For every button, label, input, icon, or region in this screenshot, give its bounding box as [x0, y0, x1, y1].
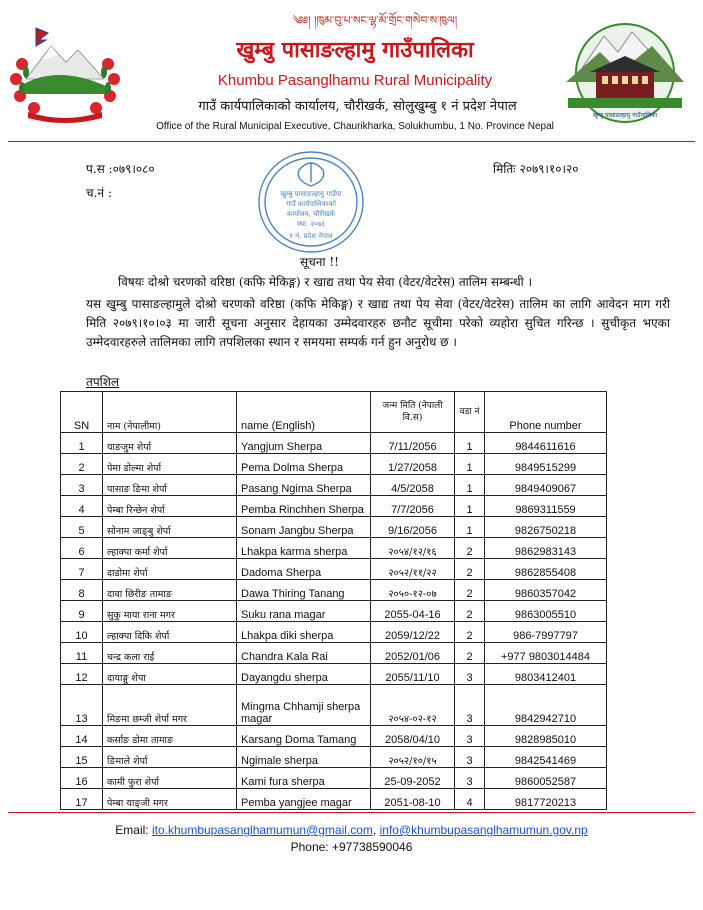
row-ward: 2 — [455, 559, 485, 580]
header-name-nepali: नाम (नेपालीमा) — [103, 392, 237, 433]
row-dob: २०५४/१२/१६ — [371, 538, 455, 559]
row-sn: 17 — [61, 789, 103, 810]
row-dob: २०५२/११/२२ — [371, 559, 455, 580]
row-sn: 1 — [61, 433, 103, 454]
row-phone: 9803412401 — [485, 664, 607, 685]
row-ward: 3 — [455, 685, 485, 726]
notice-body: यस खुम्बु पासाङल्हामुले दोश्रो चरणको वरिष्ठा (कफि मेकिङ्ग) र खाद्य तथा पेय सेवा (वेटर/वेटरेस) तालिम का लागि आवेदन माग गरी मिति २०७९।१०।०३ मा जारी सूचना अनुसार देहायका उम्मेदवारहरु छनौट सूचीमा परेको व्यहोरा सुचित गरिन्छ । सुचीकृत भएका उम्मेदवारहरुले तालिमका लागि तपशिलका स्थान र समयमा सम्पर्क गर्न हुन अनुरोध छ । — [86, 297, 670, 349]
email-link-1[interactable]: ito.khumbupasanglhamumun@gmail.com — [151, 823, 373, 837]
row-dob: 2055/11/10 — [371, 664, 455, 685]
municipality-building-logo — [560, 22, 690, 124]
row-dob: 7/7/2056 — [371, 496, 455, 517]
row-phone: 9862983143 — [485, 538, 607, 559]
row-phone: 9849515299 — [485, 454, 607, 475]
row-sn: 10 — [61, 622, 103, 643]
row-name-nepali: मिङमा छम्जी शेर्पा मगर — [103, 685, 237, 726]
table-row — [61, 496, 607, 517]
row-ward: 3 — [455, 747, 485, 768]
table-row — [61, 475, 607, 496]
row-phone: 9826750218 — [485, 517, 607, 538]
row-sn: 16 — [61, 768, 103, 789]
row-phone: 9844611616 — [485, 433, 607, 454]
row-sn: 15 — [61, 747, 103, 768]
row-sn: 14 — [61, 726, 103, 747]
row-name-english: Chandra Kala Rai — [237, 643, 371, 664]
table-row — [61, 747, 607, 768]
row-sn: 2 — [61, 454, 103, 475]
row-name-english: Suku rana magar — [237, 601, 371, 622]
row-name-nepali: ल्हाक्पा दिकि शेर्पा — [103, 622, 237, 643]
row-dob: 2058/04/10 — [371, 726, 455, 747]
row-dob: 2059/12/22 — [371, 622, 455, 643]
stamp-line-1: खुम्बु पासाङल्हामु गाउँपा — [280, 190, 342, 198]
row-sn: 12 — [61, 664, 103, 685]
table-row — [61, 643, 607, 664]
office-address-english: Office of the Rural Municipal Executive, Chaurikharka, Solukhumbu, 1 No. Province Nepal — [156, 121, 554, 132]
row-phone: 9849409067 — [485, 475, 607, 496]
row-phone: 9862855408 — [485, 559, 607, 580]
row-dob: 2051-08-10 — [371, 789, 455, 810]
row-name-english: Pema Dolma Sherpa — [237, 454, 371, 475]
row-name-nepali: दाडोमा शेर्पा — [103, 559, 237, 580]
row-sn: 13 — [61, 685, 103, 726]
email-label: Email: — [115, 823, 152, 837]
row-sn: 8 — [61, 580, 103, 601]
row-name-nepali: ल्हाक्पा कर्मा शेर्पा — [103, 538, 237, 559]
row-name-nepali: दावा छिरीङ तामाङ — [103, 580, 237, 601]
row-sn: 9 — [61, 601, 103, 622]
municipality-title-english: Khumbu Pasanglhamu Rural Municipality — [217, 72, 493, 89]
header-divider — [8, 141, 695, 142]
stamp-line-2: गाउँ कार्यपालिकाको — [286, 200, 336, 208]
email-link-2[interactable]: info@khumbupasanglhamumun.gov.np — [379, 823, 588, 837]
table-row — [61, 726, 607, 747]
row-ward: 2 — [455, 538, 485, 559]
row-sn: 3 — [61, 475, 103, 496]
row-phone: 9842942710 — [485, 685, 607, 726]
row-sn: 5 — [61, 517, 103, 538]
row-dob: 1/27/2058 — [371, 454, 455, 475]
stamp-line-4: स्था. २०७३ — [297, 220, 325, 228]
footer-divider — [8, 812, 695, 813]
row-ward: 2 — [455, 601, 485, 622]
header-phone: Phone number — [485, 392, 607, 433]
row-phone: 9860052587 — [485, 768, 607, 789]
stamp-line-3: कार्यालय, चौरीखर्क — [286, 210, 336, 218]
row-ward: 1 — [455, 454, 485, 475]
header-ward: वडा नं — [455, 392, 485, 433]
row-name-english: Sonam Jangbu Sherpa — [237, 517, 371, 538]
row-name-nepali: याङजुम शेर्पा — [103, 433, 237, 454]
tibetan-script-header: ༄༅། །ཁུམ་བུ་པ་སང་ལྷ་མོ་གྲོང་གསེབ་ས་ཁུལ། — [292, 14, 458, 27]
table-row — [61, 622, 607, 643]
header-dob: जन्म मिति (नेपाली वि.स) — [371, 392, 455, 433]
footer-phone: Phone: +97738590046 — [290, 840, 413, 854]
notice-heading: सूचना !! — [300, 255, 339, 269]
row-phone: 9869311559 — [485, 496, 607, 517]
row-ward: 4 — [455, 789, 485, 810]
row-name-nepali: पेम्बा याङ्जी मगर — [103, 789, 237, 810]
row-ward: 3 — [455, 664, 485, 685]
row-name-nepali: पेम्बा रिन्छेन शेर्पा — [103, 496, 237, 517]
row-ward: 1 — [455, 517, 485, 538]
row-dob: 4/5/2058 — [371, 475, 455, 496]
row-phone: 9828985010 — [485, 726, 607, 747]
footer-email-line — [0, 823, 703, 837]
table-row — [61, 789, 607, 810]
row-sn: 6 — [61, 538, 103, 559]
row-name-english: Pemba Rinchhen Sherpa — [237, 496, 371, 517]
row-ward: 3 — [455, 726, 485, 747]
row-name-english: Lhakpa karma sherpa — [237, 538, 371, 559]
row-name-english: Ngimale sherpa — [237, 747, 371, 768]
row-dob: २०५०-१२-०७ — [371, 580, 455, 601]
official-stamp — [255, 148, 367, 256]
row-name-english: Dayangdu sherpa — [237, 664, 371, 685]
municipality-title-nepali: खुम्बु पासाङल्हामु गाउँपालिका — [236, 38, 474, 63]
row-ward: 2 — [455, 580, 485, 601]
letter-number: प.स :०७९।०८० — [86, 162, 155, 176]
row-name-nepali: दायाङ्गु शेपा — [103, 664, 237, 685]
row-sn: 11 — [61, 643, 103, 664]
table-row — [61, 685, 607, 726]
row-ward: 2 — [455, 643, 485, 664]
row-phone: 9817720213 — [485, 789, 607, 810]
email-separator: , — [372, 823, 380, 837]
candidate-table — [60, 391, 607, 810]
row-name-english: Mingma Chhamji sherpa magar — [237, 685, 371, 726]
row-sn: 4 — [61, 496, 103, 517]
row-name-english: Kami fura sherpa — [237, 768, 371, 789]
row-dob: 9/16/2056 — [371, 517, 455, 538]
row-name-nepali: सोनाम जाङ्बु शेर्पा — [103, 517, 237, 538]
row-name-english: Karsang Doma Tamang — [237, 726, 371, 747]
building-caption: खुम्बु पासाङल्हामु गाउँपालिका — [592, 112, 658, 119]
nepal-emblem-logo — [6, 24, 156, 124]
table-row — [61, 433, 607, 454]
row-name-english: Dadoma Sherpa — [237, 559, 371, 580]
row-dob: 7/11/2056 — [371, 433, 455, 454]
row-ward: 1 — [455, 496, 485, 517]
row-ward: 1 — [455, 433, 485, 454]
row-dob: २०५४-०२-१२ — [371, 685, 455, 726]
row-name-english: Dawa Thiring Tanang — [237, 580, 371, 601]
row-name-nepali: पासाङ ङिमा शेर्पा — [103, 475, 237, 496]
row-name-english: Yangjum Sherpa — [237, 433, 371, 454]
row-phone: 9860357042 — [485, 580, 607, 601]
row-name-english: Pemba yangjee magar — [237, 789, 371, 810]
row-phone: 986-7997797 — [485, 622, 607, 643]
row-name-nepali: चन्द्र कला राई — [103, 643, 237, 664]
office-address-nepali: गाउँ कार्यपालिकाको कार्यालय, चौरीखर्क, सोलुखुम्बु १ नं प्रदेश नेपाल — [198, 99, 517, 114]
table-row — [61, 768, 607, 789]
row-name-nepali: ङिमाले शेर्पा — [103, 747, 237, 768]
stamp-line-5: १ नं. प्रदेश नेपाल — [289, 232, 333, 240]
row-name-english: Lhakpa diki sherpa — [237, 622, 371, 643]
row-phone: 9863005510 — [485, 601, 607, 622]
table-row — [61, 559, 607, 580]
row-dob: २०५२/१०/१५ — [371, 747, 455, 768]
table-row — [61, 517, 607, 538]
row-dob: 2052/01/06 — [371, 643, 455, 664]
row-sn: 7 — [61, 559, 103, 580]
table-row — [61, 538, 607, 559]
row-ward: 1 — [455, 475, 485, 496]
header-name-english: name (English) — [237, 392, 371, 433]
details-label: तपशिल — [86, 375, 120, 389]
letter-date: मितिः २०७९।१०।२० — [493, 162, 579, 176]
table-header-row — [61, 392, 607, 433]
row-dob: 2055-04-16 — [371, 601, 455, 622]
notice-subject: विषयः दोश्रो चरणको वरिष्ठा (कफि मेकिङ्ग) र खाद्य तथा पेय सेवा (वेटर/वेटरेस) तालिम सम्बन्धी । — [118, 275, 533, 289]
table-row — [61, 454, 607, 475]
row-name-nepali: कर्साङ डोमा तामाङ — [103, 726, 237, 747]
table-row — [61, 580, 607, 601]
dispatch-number: च.नं : — [86, 186, 112, 200]
row-phone: 9842541469 — [485, 747, 607, 768]
row-dob: 25-09-2052 — [371, 768, 455, 789]
row-name-nepali: सुकु माया राना मगर — [103, 601, 237, 622]
row-phone: +977 9803014484 — [485, 643, 607, 664]
table-row — [61, 664, 607, 685]
row-name-nepali: कामी फुरा शेर्पा — [103, 768, 237, 789]
row-name-english: Pasang Ngima Sherpa — [237, 475, 371, 496]
row-ward: 3 — [455, 768, 485, 789]
row-ward: 2 — [455, 622, 485, 643]
table-row — [61, 601, 607, 622]
header-sn: SN — [61, 392, 103, 433]
row-name-nepali: पेमा डोल्मा शेर्पा — [103, 454, 237, 475]
